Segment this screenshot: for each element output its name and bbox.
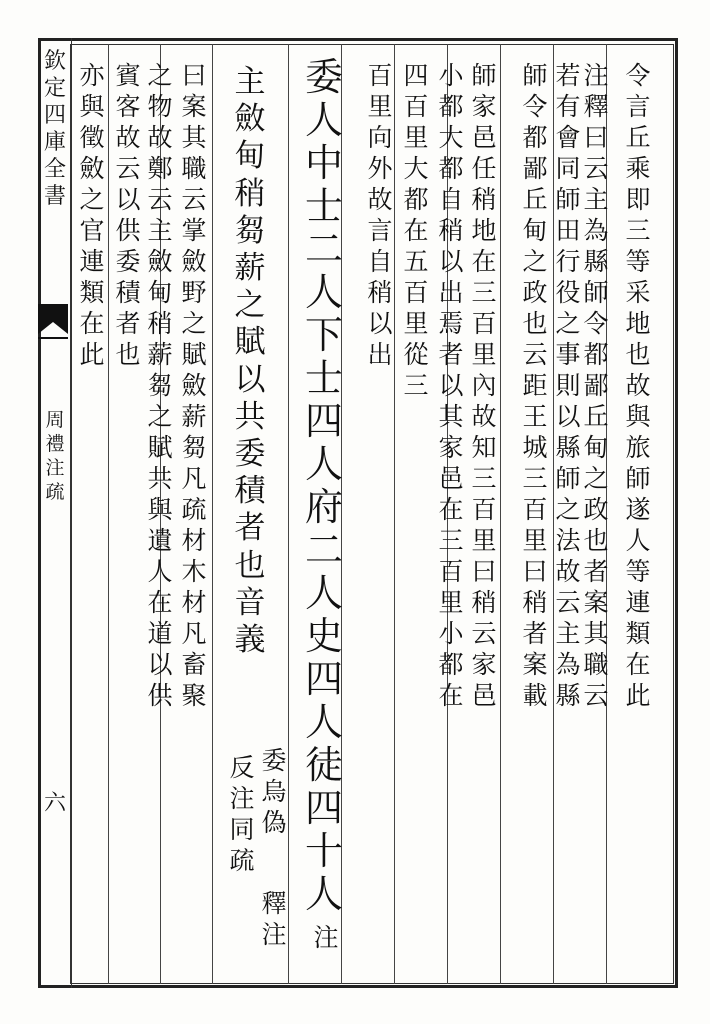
column-rule	[500, 44, 501, 984]
text-column: 師 家 邑 任 稍 地 在 三 百 里 內 故 知 三 百 里 曰 稍 云 家 邑	[471, 61, 497, 710]
text-column: 若 有 會 同 師 田 行 役 之 事 則 以 縣 師 之 法 故 云 主 為 縣	[555, 61, 581, 710]
heading-column: 委 人 中 士 二 人 下 士 四 人 府 二 人 史 四 人 徒 四 十 人	[304, 55, 343, 916]
text-column: 亦 與 徵 斂 之 官 連 類 在 此	[79, 61, 105, 369]
margin-book-title: 周 禮 注 疏	[45, 409, 65, 503]
text-column: 曰 案 其 職 云 掌 斂 野 之 賦 斂 薪 芻 凡 疏 材 木 材 凡 畜 聚	[181, 61, 207, 710]
text-column: 注	[313, 923, 339, 952]
column-rule	[288, 44, 289, 984]
margin-title: 欽 定 四 庫 全 書	[43, 49, 66, 209]
column-rule	[212, 44, 213, 984]
text-column: 令 言 丘 乘 即 三 等 采 地 也 故 與 旅 師 遂 人 等 連 類 在 此	[625, 61, 651, 710]
text-column: 四 百 里 大 都 在 五 百 里 從 三	[403, 61, 429, 400]
text-column: 主 斂 甸 稍 芻 薪 之 賦 以 共 委 積 者 也 音 義	[234, 64, 266, 659]
fish-tail-mark-icon	[36, 300, 70, 342]
text-column: 反 注 同 疏	[229, 753, 255, 875]
text-column: 百 里 向 外 故 言 自 稍 以 出	[367, 61, 393, 369]
text-column: 小 都 大 都 自 稍 以 出 焉 者 以 其 家 邑 在 三 百 里 小 都 在	[438, 61, 464, 710]
margin-page-number: 六	[43, 791, 66, 816]
column-rule	[108, 44, 109, 984]
text-column: 釋 注	[261, 889, 287, 949]
text-column: 注 釋 曰 云 主 為 縣 師 令 都 鄙 丘 甸 之 政 也 者 案 其 職 云	[583, 61, 609, 710]
text-column: 委 烏 偽	[261, 746, 287, 837]
text-column: 之 物 故 鄭 云 主 斂 甸 稍 薪 芻 之 賦 共 與 遺 人 在 道 以 供	[147, 61, 173, 710]
text-column: 賓 客 故 云 以 供 委 積 者 也	[115, 61, 141, 369]
text-column: 師 令 都 鄙 丘 甸 之 政 也 云 距 王 城 三 百 里 曰 稍 者 案 載	[522, 61, 548, 710]
